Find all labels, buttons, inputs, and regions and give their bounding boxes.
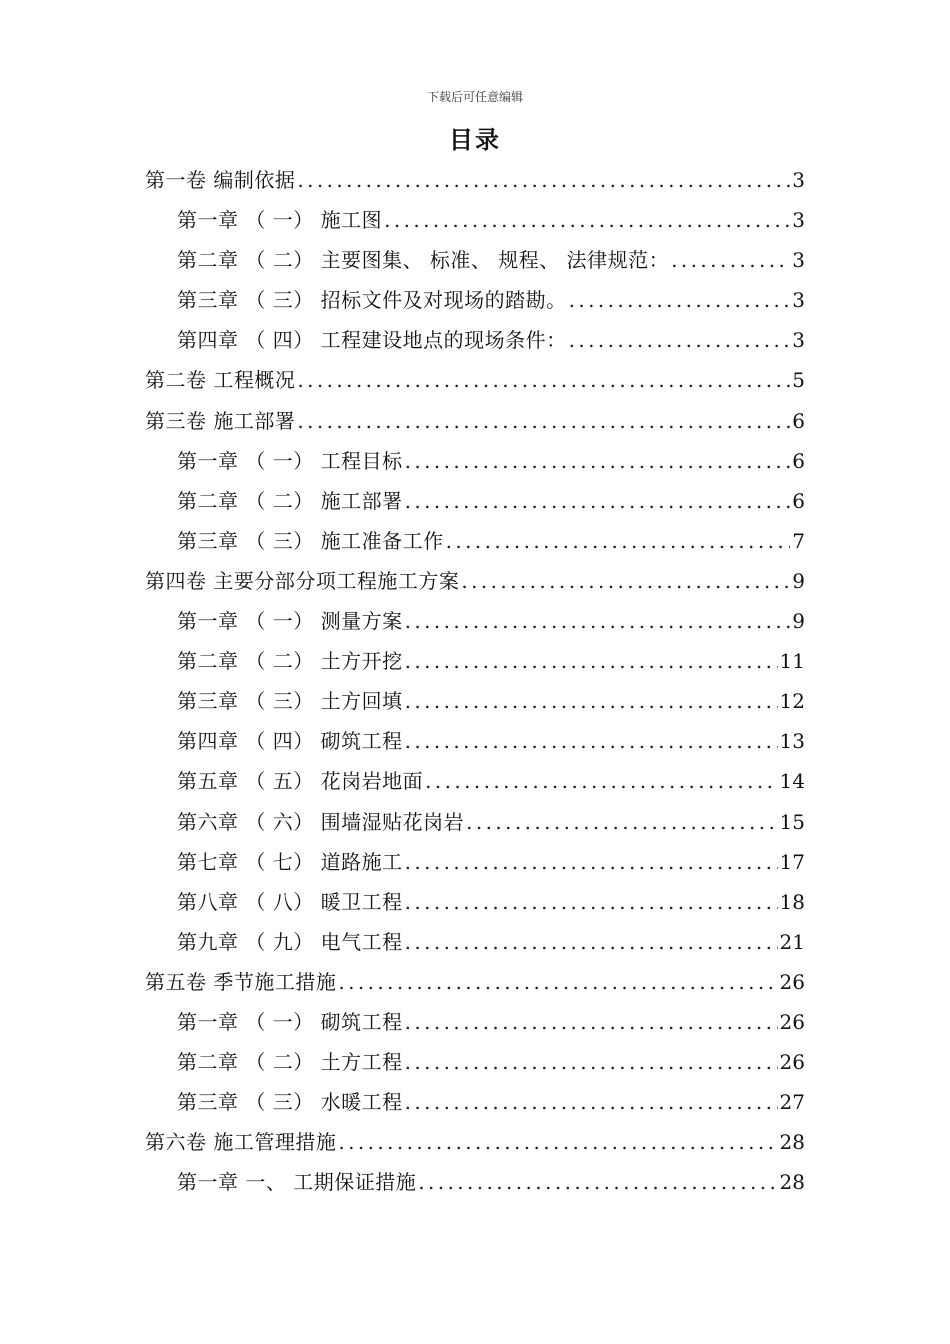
toc-chapter-entry[interactable] xyxy=(145,842,805,882)
toc-dot-leader xyxy=(461,561,790,601)
toc-entry-label: 第五章 （ 五） 花岗岩地面 xyxy=(177,769,424,794)
toc-entry-label: 第六卷 施工管理措施 xyxy=(145,1130,337,1155)
toc-dot-leader xyxy=(446,521,791,561)
toc-page-number: 28 xyxy=(779,1130,805,1155)
toc-dot-leader xyxy=(405,1002,778,1042)
toc-chapter-entry[interactable] xyxy=(145,922,805,962)
toc-entry-label: 第一章 （ 一） 测量方案 xyxy=(177,609,403,634)
toc-page-number: 17 xyxy=(779,849,805,874)
toc-entry-label: 第二章 （ 二） 主要图集、 标准、 规程、 法律规范： xyxy=(177,248,670,273)
toc-chapter-entry[interactable] xyxy=(145,681,805,721)
toc-chapter-entry[interactable] xyxy=(145,641,805,681)
toc-entry-label: 第三章 （ 三） 施工准备工作 xyxy=(177,528,444,553)
toc-entry-label: 第三章 （ 三） 水暖工程 xyxy=(177,1090,403,1115)
toc-page-number: 7 xyxy=(792,528,805,553)
toc-page-number: 27 xyxy=(779,1090,805,1115)
toc-dot-leader xyxy=(384,200,790,240)
toc-dot-leader xyxy=(418,1162,777,1202)
toc-entry-label: 第一卷 编制依据 xyxy=(145,168,296,192)
toc-volume-entry[interactable] xyxy=(145,962,805,1002)
toc-page-number: 3 xyxy=(792,208,805,233)
toc-page-number: 9 xyxy=(792,609,805,634)
toc-dot-leader xyxy=(338,962,777,1002)
toc-dot-leader xyxy=(405,842,778,882)
toc-chapter-entry[interactable] xyxy=(145,601,805,641)
toc-page-number: 3 xyxy=(792,248,805,273)
toc-entry-label: 第六章 （ 六） 围墙湿贴花岗岩 xyxy=(177,809,465,834)
toc-dot-leader xyxy=(405,1042,778,1082)
toc-dot-leader xyxy=(297,401,790,441)
toc-page-number: 3 xyxy=(792,168,805,192)
toc-dot-leader xyxy=(405,641,778,681)
toc-entry-label: 第四章 （ 四） 工程建设地点的现场条件： xyxy=(177,328,567,353)
toc-entry-label: 第三章 （ 三） 招标文件及对现场的踏勘。 xyxy=(177,288,567,313)
toc-chapter-entry[interactable] xyxy=(145,441,805,481)
toc-page-number: 5 xyxy=(792,368,805,393)
toc-page-number: 18 xyxy=(779,889,805,914)
toc-dot-leader xyxy=(405,882,778,922)
toc-page-number: 6 xyxy=(792,488,805,513)
table-of-contents xyxy=(145,160,805,1202)
toc-page-number: 14 xyxy=(779,769,805,794)
toc-page-number: 13 xyxy=(779,729,805,754)
toc-dot-leader xyxy=(405,681,778,721)
toc-page-number: 26 xyxy=(779,1009,805,1034)
toc-page-number: 15 xyxy=(779,809,805,834)
toc-chapter-entry[interactable] xyxy=(145,761,805,801)
toc-dot-leader xyxy=(405,721,778,761)
toc-entry-label: 第四章 （ 四） 砌筑工程 xyxy=(177,729,403,754)
toc-entry-label: 第七章 （ 七） 道路施工 xyxy=(177,849,403,874)
toc-entry-label: 第二章 （ 二） 施工部署 xyxy=(177,488,403,513)
toc-entry-label: 第二章 （ 二） 土方开挖 xyxy=(177,649,403,674)
toc-entry-label: 第三卷 施工部署 xyxy=(145,408,296,433)
toc-volume-entry[interactable] xyxy=(145,401,805,441)
toc-volume-entry[interactable] xyxy=(145,1122,805,1162)
toc-chapter-entry[interactable] xyxy=(145,882,805,922)
toc-dot-leader xyxy=(405,441,791,481)
toc-entry-label: 第一章 一、 工期保证措施 xyxy=(177,1170,417,1195)
toc-chapter-entry[interactable] xyxy=(145,1082,805,1122)
toc-entry-label: 第三章 （ 三） 土方回填 xyxy=(177,689,403,714)
toc-entry-label: 第一章 （ 一） 施工图 xyxy=(177,208,383,233)
toc-chapter-entry[interactable] xyxy=(145,200,805,240)
toc-page-number: 6 xyxy=(792,448,805,473)
toc-chapter-entry[interactable] xyxy=(145,320,805,360)
toc-page-number: 21 xyxy=(779,929,805,954)
toc-entry-label: 第一章 （ 一） 砌筑工程 xyxy=(177,1009,403,1034)
toc-page-number: 6 xyxy=(792,408,805,433)
toc-dot-leader xyxy=(338,1122,777,1162)
toc-dot-leader xyxy=(297,160,790,200)
toc-dot-leader xyxy=(405,601,791,641)
toc-page-number: 3 xyxy=(792,328,805,353)
toc-dot-leader xyxy=(405,922,778,962)
toc-chapter-entry[interactable] xyxy=(145,240,805,280)
toc-chapter-entry[interactable] xyxy=(145,1042,805,1082)
toc-page-number: 26 xyxy=(779,1050,805,1075)
toc-chapter-entry[interactable] xyxy=(145,280,805,320)
toc-volume-entry[interactable] xyxy=(145,561,805,601)
toc-entry-label: 第二章 （ 二） 土方工程 xyxy=(177,1050,403,1075)
toc-chapter-entry[interactable] xyxy=(145,721,805,761)
toc-dot-leader xyxy=(405,1082,778,1122)
toc-page-number: 9 xyxy=(792,568,805,593)
toc-volume-entry[interactable] xyxy=(145,160,805,200)
toc-entry-label: 第八章 （ 八） 暖卫工程 xyxy=(177,889,403,914)
toc-chapter-entry[interactable] xyxy=(145,1162,805,1202)
page-title: 目录 xyxy=(449,125,501,154)
toc-entry-label: 第九章 （ 九） 电气工程 xyxy=(177,929,403,954)
toc-volume-entry[interactable] xyxy=(145,360,805,400)
toc-dot-leader xyxy=(466,802,777,842)
toc-dot-leader xyxy=(425,761,777,801)
toc-page-number: 26 xyxy=(779,969,805,994)
toc-chapter-entry[interactable] xyxy=(145,521,805,561)
toc-dot-leader xyxy=(569,320,791,360)
toc-dot-leader xyxy=(569,280,791,320)
toc-dot-leader xyxy=(671,240,790,280)
toc-chapter-entry[interactable] xyxy=(145,1002,805,1042)
toc-page-number: 11 xyxy=(779,649,805,674)
toc-entry-label: 第四卷 主要分部分项工程施工方案 xyxy=(145,568,460,593)
toc-page-number: 12 xyxy=(779,689,805,714)
page-header-note: 下载后可任意编辑 xyxy=(426,90,523,104)
toc-entry-label: 第二卷 工程概况 xyxy=(145,368,296,393)
toc-entry-label: 第五卷 季节施工措施 xyxy=(145,969,337,994)
toc-dot-leader xyxy=(405,481,791,521)
toc-entry-label: 第一章 （ 一） 工程目标 xyxy=(177,448,403,473)
toc-chapter-entry[interactable] xyxy=(145,481,805,521)
toc-page-number: 3 xyxy=(792,288,805,313)
toc-dot-leader xyxy=(297,360,790,400)
toc-page-number: 28 xyxy=(779,1170,805,1195)
toc-chapter-entry[interactable] xyxy=(145,802,805,842)
